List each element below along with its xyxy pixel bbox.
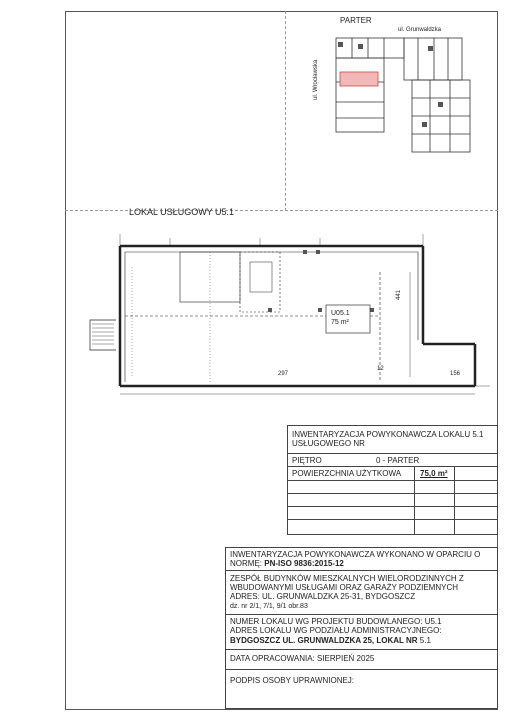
floor-value: 0 - PARTER: [376, 456, 420, 465]
unit-number: 5.1: [419, 636, 431, 645]
keyplan-street-top: ul. Grunwaldzka: [398, 27, 442, 33]
basis-line1: INWENTARYZACJA POWYKONAWCZA WYKONANO W OPARCIU O: [230, 550, 481, 559]
project-line2: WBUDOWANYMI USŁUGAMI ORAZ GARAŻY PODZIEMNYCH: [230, 583, 459, 592]
dim-right: 156: [450, 371, 461, 377]
basis-line2: [230, 559, 344, 568]
unit-area: 75 m²: [331, 319, 349, 326]
dim-left: 297: [278, 371, 289, 377]
svg-text:↑: [318, 65, 320, 72]
date-value: SIERPIEŃ 2025: [316, 654, 375, 663]
area-value: 75,0 m²: [420, 469, 448, 478]
area-label: POWIERZCHNIA UŻYTKOWA: [292, 469, 402, 478]
inventory-table: [287, 425, 498, 535]
date-line: [230, 654, 374, 663]
floor-plan: [80, 232, 500, 402]
keyplan-street-side: ul. Wrocławska: [313, 59, 319, 100]
project-line4: dz. nr 2/1, 7/1, 9/1 obr.83: [230, 603, 308, 610]
unit-code: U05.1: [331, 310, 350, 317]
unit-address: BYDGOSZCZ UL. GRUNWALDZKA 25, LOKAL NR: [230, 636, 418, 645]
fold-line-vertical: [285, 11, 286, 211]
inventory-title-line1: INWENTARYZACJA POWYKONAWCZA LOKALU 5.1: [292, 430, 484, 439]
unit-line2: ADRES LOKALU WG PODZIAŁU ADMINISTRACYJNEGO:: [230, 626, 442, 635]
basis-norm: PN-ISO 9836:2015-12: [264, 559, 344, 568]
project-line1: ZESPÓŁ BUDYNKÓW MIESZKALNYCH WIELORODZINNYCH Z: [230, 574, 464, 583]
floor-label: PIĘTRO: [292, 456, 322, 465]
project-line3: ADRES: UL. GRUNWALDZKA 25-31, BYDGOSZCZ: [230, 592, 416, 601]
date-label: DATA OPRACOWANIA:: [230, 654, 315, 663]
plan-title: LOKAL USŁUGOWY U5.1: [129, 207, 235, 217]
info-block: [225, 547, 498, 709]
signature-label: PODPIS OSOBY UPRAWNIONEJ:: [230, 676, 355, 685]
keyplan-drawing: [318, 22, 478, 157]
unit-line1: NUMER LOKALU WG PROJEKTU BUDOWLANEGO: U5.1: [230, 617, 442, 626]
dim-mid: 12: [377, 366, 384, 372]
dim-height: 441: [396, 289, 402, 300]
inventory-title-line2: USŁUGOWEGO NR: [292, 439, 365, 448]
basis-norm-prefix: NORMĘ:: [230, 559, 262, 568]
keyplan-floor-label: PARTER: [340, 16, 372, 25]
svg-text:↑: [318, 81, 320, 88]
unit-line3: [230, 636, 431, 645]
